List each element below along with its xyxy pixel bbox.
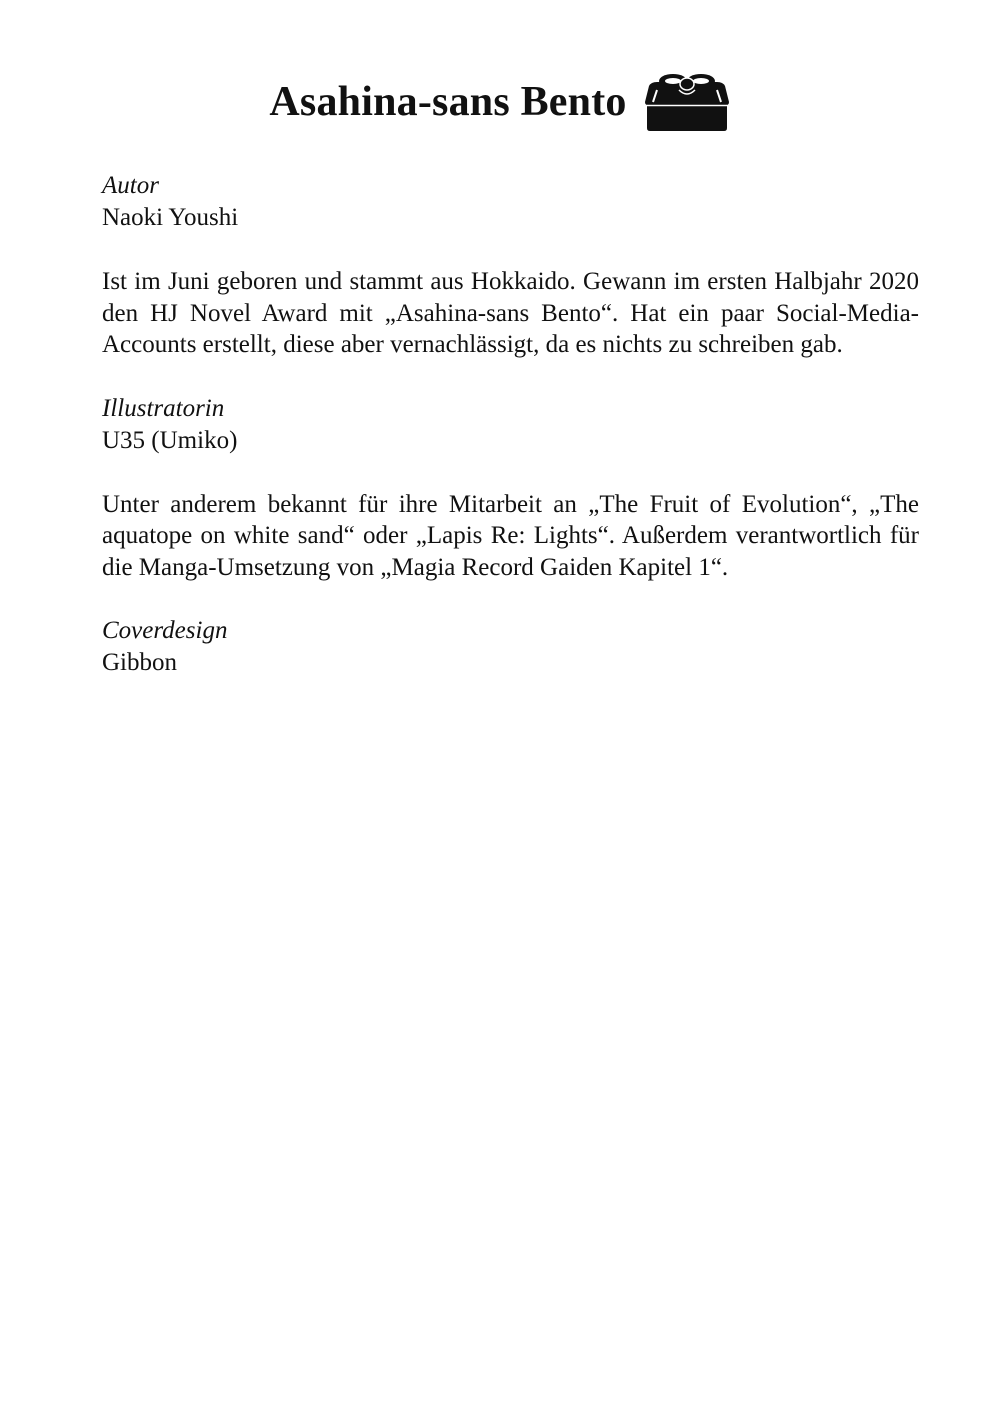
spacer [102, 583, 919, 615]
bento-box-icon [643, 72, 731, 132]
author-label: Autor [102, 172, 159, 199]
spacer [102, 234, 919, 266]
page-title: Asahina-sans Bento [269, 79, 627, 125]
document-content [102, 170, 919, 679]
coverdesign-label: Coverdesign [102, 617, 228, 644]
title-row [0, 72, 1000, 132]
coverdesign-name: Gibbon [102, 649, 177, 676]
author-bio: Ist im Juni geboren und stammt aus Hokkaido. Gewann im ersten Halbjahr 2020 den HJ Novel Award mit „Asahina-sans Bento“. Hat ein paar Social-Media-Accounts erstellt, diese aber vernachlässigt, da es nichts zu schreiben gab. [102, 268, 919, 358]
illustrator-name: U35 (Umiko) [102, 426, 238, 454]
spacer [102, 457, 919, 489]
illustrator-bio: Unter anderem bekannt für ihre Mitarbeit an „The Fruit of Evolution“, „The aquatope on white sand“ oder „Lapis Re: Lights“. Außerdem verantwortlich für die Manga-Umsetzung von „Magia Record Gaiden Kapitel 1“. [102, 490, 919, 581]
spacer [102, 361, 919, 393]
illustrator-label: Illustratorin [102, 394, 225, 422]
author-name: Naoki Youshi [102, 204, 239, 231]
